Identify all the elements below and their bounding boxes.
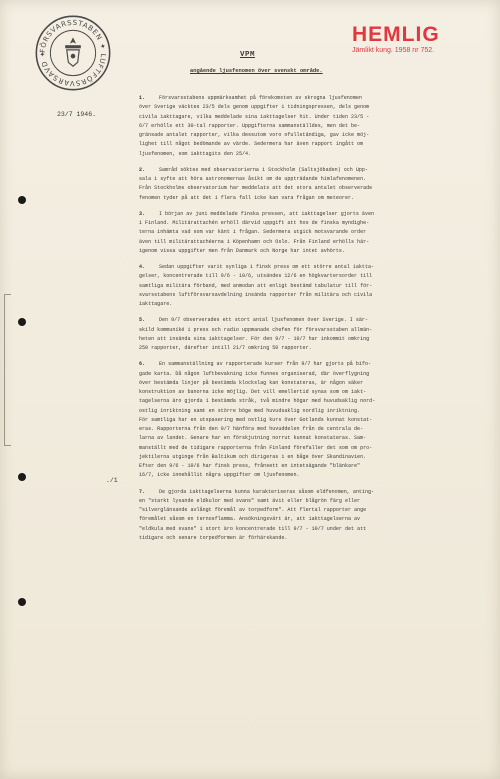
line-text: "silverglänsande avlångt föremål av torpedform". Att flertal rapporter ange [139,507,367,513]
paragraph-line [139,370,475,379]
paragraph-line [139,488,475,497]
document-date: 23/7 1946. [57,111,97,118]
paragraph-line [139,228,475,237]
attachment-reference: ./1 [106,477,118,484]
line-text: civila iakttagare, vilka meddelade sina iakttagelser hit. Under tiden 23/5 - [139,113,370,120]
paragraph-line [139,344,475,353]
line-text: gränsade antalet rapporter, vilka dessutom voro ofullständiga, gav icke möj- [139,132,370,138]
line-text: 6/7 erhölls ett 30-tal rapporter. Uppgifterna sammanställdes, men det be- [139,122,361,129]
paragraph-line [139,113,475,122]
line-text: De gjorda iakttagelserna kunna karakteriseras såsom eldfenomen, anting- [159,488,375,495]
paragraph-number: 5. [139,317,146,324]
paragraph-line [139,94,475,103]
paragraph-line [139,291,475,300]
paragraph-line [139,425,475,434]
punch-hole [18,473,26,481]
paragraph-line [139,140,475,149]
paragraph-line [139,184,475,193]
official-seal-stamp [34,14,112,92]
line-text: terna inhämta vad som var känt i frågan. Sedermera utgick motsvarande order [139,229,367,236]
paragraph-gap [139,203,475,210]
line-text: gelser, koncentrerade till 9/6 - 10/6, utsändes 12/6 en högkvartersorder till [139,273,373,280]
line-text: en "starkt lysande eldkulor med svans" samt ävit eller blågrön färg eller [139,497,361,504]
line-text: Försvarsstabens uppmärksamhet på förekomsten av skrogna ljusfenomen [159,95,362,101]
line-text: "eldkula med svans" i stort äro koncentrerade till 9/7 - 10/7 under det att [139,525,367,532]
paragraph-line [139,219,475,228]
paragraph-line [139,316,475,325]
paragraph-line [139,175,475,184]
paragraph-number: 3. [139,210,146,217]
line-text: jektilerna utginge från Baltikum och dirigeras i en båge över Skandinavien. [139,453,367,460]
paragraph-gap [139,353,475,360]
paragraph-line [139,210,475,219]
line-text: Den 9/7 observerades ett stort antal ljusfenomen över Sverige. I sär- [159,317,368,324]
paragraph [139,94,475,159]
line-text: Från Stockholms observatorium har meddelats att det stora antalet observerade [139,185,373,192]
line-text: För samtliga har en utspasering med ostlig kurs över Gotlands kunnat konstat- [139,416,373,423]
paragraph-line [139,247,475,256]
line-text: över Sverige väcktes 23/5 dels genom uppgifter i tidningspressen, dels genom [139,104,370,111]
paragraph-line [139,515,475,524]
line-text: gade karta. Då någon luftbevakning icke funnes organiserad, där överflygning [139,370,370,377]
paragraph-line [139,453,475,462]
paragraph-line [139,444,475,453]
line-text: skild kommuniké i press och radio uppmanade chefen för försvarsstaben allmän- [139,326,373,333]
paragraph-line [139,300,475,309]
paragraph-line [139,388,475,397]
line-text: även till militärattachéerna i Köpenhamn och Oslo. Från Finland erhölls här- [139,238,370,245]
line-text: heten att insända sina iakttagelser. För den 9/7 - 10/7 har inkommit omkring [139,335,370,342]
line-text: tidigare och senare torpedformen är förhärskande. [139,534,288,541]
paragraph-line [139,282,475,291]
paragraph-gap [139,159,475,166]
paragraph-number: 7. [139,488,146,495]
punch-hole [18,196,26,204]
paragraph-line [139,462,475,471]
paragraph-number: 2. [139,166,146,173]
paragraph-line [139,497,475,506]
line-text: En sammanställning av rapporterade kurser från 9/7 har gjorts på bifo- [159,361,372,368]
paragraph-line [139,360,475,369]
paragraph-line [139,379,475,388]
line-text: igenom vissa uppgifter men från Danmark och Norge har intet avhörts. [139,247,345,254]
subject-line: angående ljusfenomen över svenskt område. [190,68,323,74]
paragraph-line [139,326,475,335]
punch-hole [18,598,26,606]
paragraph-line [139,407,475,416]
paragraph [139,488,475,544]
paragraph-gap [139,481,475,488]
paragraph-line [139,263,475,272]
line-text: föremålet såsom en ternosflamma. Ansökningsvärt är, att iakttagelserna av [139,516,361,523]
paragraph [139,316,475,353]
paragraph-line [139,397,475,406]
memo-body [139,94,475,543]
line-text: Efter den 9/6 - 10/6 har finsk press, frånsett en intetsägande "blänkare" [139,463,361,469]
classification-reference: Jämlikt kung. 1958 nr 752. [352,47,435,54]
paragraph-line [139,150,475,159]
punch-hole [18,318,26,326]
paragraph-gap [139,309,475,316]
line-text: fenomen tyder på att det i flera fall icke kan vara frågan om meteorer. [139,194,355,201]
line-text: ljusfenomen, som iakttagits den 25/4. [139,150,252,157]
paragraph-line [139,131,475,140]
paragraph-line [139,272,475,281]
paragraph [139,360,475,480]
line-text: eras. Rapporterna från den 9/7 hänföra med huvuddelen från de centrala de- [139,426,364,432]
paragraph-line [139,471,475,480]
paragraph-line [139,194,475,203]
paragraph-number: 6. [139,361,146,368]
paragraph-line [139,103,475,112]
line-text: 16/7, icke innehållit några uppgifter om ljusfenomen. [139,472,300,479]
line-text: tagelserna äro gjorda i bestämda stråk, två mindre högar med huvudsaklig nord- [139,398,376,405]
line-text: iakttagare. [139,301,173,307]
line-text: manställt med de tidigare rapporterna från Finland förefaller det som om pro- [139,444,373,451]
paragraph-line [139,434,475,443]
line-text: Sedan uppgifter varit synliga i finsk press om ett större antal iaktta- [159,264,375,270]
seal-text: FÖRSVARSSTABEN ✦ LUFTFÖRSVARSAVD ✦ [37,17,109,89]
classification-stamp [352,24,440,55]
line-text: konstruktion av banorna icke möjlig. Det vill emellertid synas som om iakt- [139,389,367,395]
line-text: ostlig inriktning samt en större böge med huvudsaklig nordlig inriktning. [139,407,361,414]
paragraph [139,263,475,309]
paragraph [139,210,475,256]
line-text: lighet till något bedömande av värde. Sedermera har även rapport ingått om [139,141,364,148]
paragraph-line [139,506,475,515]
paragraph-line [139,122,475,131]
document-type-heading: VPM [240,51,256,59]
line-text: larna av landet. Genare har en förskjutning norrut kunnat konstateras. Sam- [139,435,367,442]
line-text: i Finland. Militärattachén erhöll därvid uppgift att hos de finska myndighe- [139,220,370,226]
line-text: Samråd söktes med observatorierna i Stockholm (Saltsjöbaden) och Upp- [159,166,368,173]
paragraph-line [139,534,475,543]
line-text: sala i syfte att höra astronomernas åsikt om de uppträdande himlafenomenen. [139,176,367,182]
classification-label: HEMLIG [352,23,440,46]
paragraph-gap [139,256,475,263]
line-text: 250 rapporter, därefter intill 21/7 omkring 50 rapporter. [139,345,312,351]
line-text: svarsstabens luftförsvarsavdelning insända rapporter från militära och civila [139,291,373,298]
paragraph-line [139,416,475,425]
svg-text:FÖRSVARSSTABEN ✦ LUFTFÖRSVARSA [38,18,108,88]
paragraph-line [139,238,475,247]
line-text: över bestämda linjer på bestämda klockslag kan konstateras, är någon säker [139,379,364,386]
paragraph [139,166,475,203]
paragraph-line [139,335,475,344]
paragraph-number: 4. [139,264,146,270]
margin-bracket-mark [4,294,11,446]
line-text: I början av juni meddelade finska pressen, att iakttagelser gjorts även [159,210,375,217]
paragraph-number: 1. [139,95,146,101]
paragraph-line [139,525,475,534]
paragraph-line [139,166,475,175]
line-text: samtliga militära förband, med anmodan att enligt bestämd tabulatur till för- [139,282,373,289]
